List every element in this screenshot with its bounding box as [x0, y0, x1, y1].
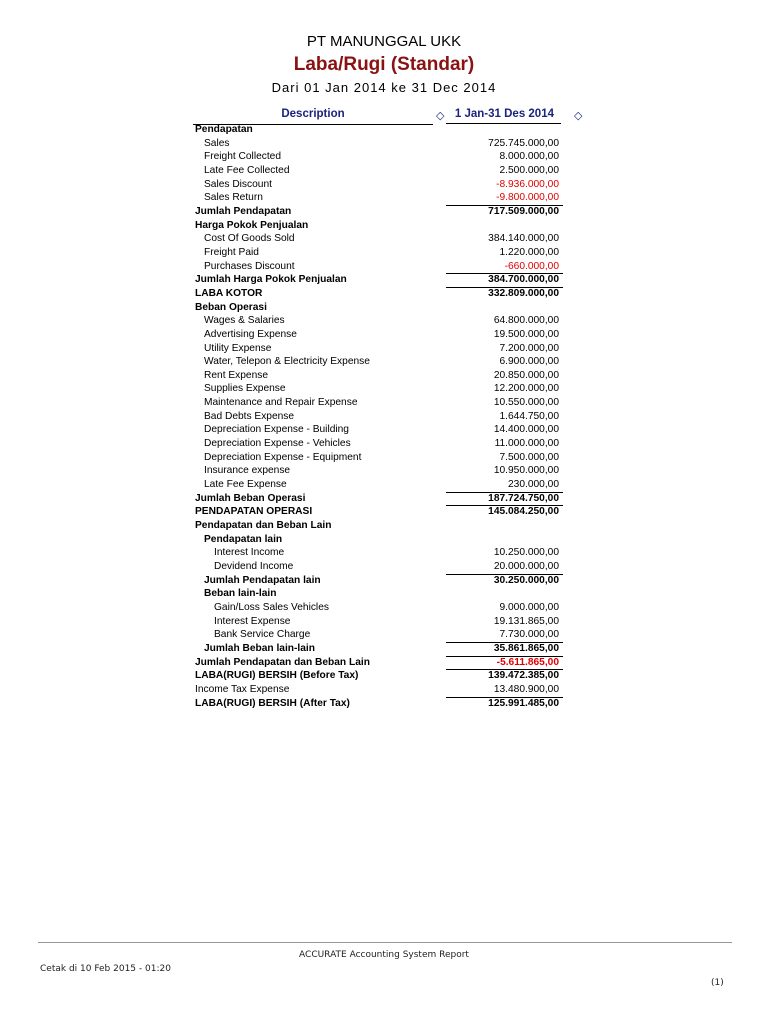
row-label: Jumlah Pendapatan lain [204, 574, 321, 586]
table-row [193, 178, 563, 192]
table-row [193, 437, 563, 451]
table-row [193, 478, 563, 492]
row-label: Depreciation Expense - Vehicles [204, 438, 351, 450]
table-row [193, 232, 563, 246]
table-row [193, 683, 563, 697]
row-label: Harga Pokok Penjualan [195, 219, 309, 231]
table-row [193, 301, 563, 315]
company-name: PT MANUNGGAL UKK [306, 33, 462, 50]
table-row [193, 369, 563, 383]
row-value: 2.500.000,00 [499, 164, 559, 176]
table-row [193, 492, 563, 506]
table-row [193, 260, 563, 274]
table-row [193, 669, 563, 683]
row-value: 384.700.000,00 [488, 274, 559, 286]
row-label: Devidend Income [214, 561, 294, 572]
row-label: Utility Expense [204, 342, 272, 354]
page-number: (1) [711, 978, 724, 988]
row-value: 35.861.865,00 [493, 642, 559, 654]
row-value: 20.000.000,00 [493, 561, 559, 572]
row-value: 14.400.000,00 [493, 424, 559, 436]
row-label: Insurance expense [204, 465, 291, 477]
income-statement-table [193, 123, 563, 710]
report-title: Laba/Rugi (Standar) [293, 54, 475, 75]
row-label: Freight Paid [204, 246, 259, 258]
table-row [193, 505, 563, 519]
row-label: PENDAPATAN OPERASI [195, 506, 313, 518]
table-row [193, 382, 563, 396]
row-value: 30.250.000,00 [493, 574, 559, 586]
table-row [193, 451, 563, 465]
row-label: LABA(RUGI) BERSIH (Before Tax) [195, 670, 359, 682]
table-row [193, 287, 563, 301]
row-value: -8.936.000,00 [496, 178, 559, 190]
row-label: Depreciation Expense - Building [204, 424, 349, 436]
table-row [193, 246, 563, 260]
table-row [193, 164, 563, 178]
table-row [193, 642, 563, 656]
row-value: 13.480.900,00 [493, 683, 559, 695]
row-value: 64.800.000,00 [493, 315, 559, 327]
table-row [193, 546, 563, 560]
row-label: Bank Service Charge [214, 629, 311, 641]
print-date: Cetak di 10 Feb 2015 - 01:20 [40, 964, 171, 974]
table-row [193, 615, 563, 629]
row-value: 12.200.000,00 [493, 383, 559, 395]
table-row [193, 697, 563, 711]
row-value: 230.000,00 [508, 479, 559, 491]
table-row [193, 123, 563, 137]
row-value: 332.809.000,00 [488, 287, 559, 299]
row-label: Advertising Expense [204, 328, 297, 340]
diamond-sort-icon[interactable]: ◇ [574, 110, 583, 122]
row-label: Gain/Loss Sales Vehicles [214, 601, 329, 613]
row-value: 145.084.250,00 [488, 506, 559, 518]
row-label: Beban lain-lain [204, 588, 277, 600]
table-row [193, 628, 563, 642]
row-label: Depreciation Expense - Equipment [204, 451, 362, 463]
period-column-header[interactable]: 1 Jan-31 Des 2014 [446, 108, 561, 124]
row-value: 20.850.000,00 [493, 369, 559, 381]
row-label: Jumlah Harga Pokok Penjualan [195, 274, 347, 286]
table-row [193, 656, 563, 670]
row-label: Bad Debts Expense [204, 410, 295, 422]
table-row [193, 560, 563, 574]
row-label: Jumlah Pendapatan [195, 205, 292, 217]
row-value: 10.950.000,00 [493, 465, 559, 477]
row-label: Sales Discount [204, 178, 272, 190]
row-value: 139.472.385,00 [488, 670, 559, 682]
row-value: 187.724.750,00 [488, 492, 559, 504]
row-value: -5.611.865,00 [496, 656, 559, 668]
table-row [193, 137, 563, 151]
row-value: 7.730.000,00 [499, 629, 559, 641]
row-value: -660.000,00 [504, 260, 559, 272]
row-label: Jumlah Beban Operasi [195, 492, 306, 504]
row-value: 9.000.000,00 [499, 601, 559, 613]
row-label: LABA KOTOR [195, 287, 263, 299]
description-column-header[interactable]: Description [193, 108, 433, 125]
row-label: Pendapatan [195, 124, 253, 135]
table-row [193, 423, 563, 437]
table-row [193, 205, 563, 219]
row-value: 19.131.865,00 [493, 615, 559, 627]
table-row [193, 587, 563, 601]
row-value: 1.220.000,00 [499, 246, 559, 258]
row-label: LABA(RUGI) BERSIH (After Tax) [195, 697, 350, 709]
row-value: 725.745.000,00 [488, 137, 559, 149]
row-label: Supplies Expense [204, 383, 286, 395]
row-label: Water, Telepon & Electricity Expense [204, 356, 370, 368]
table-row [193, 191, 563, 205]
row-value: 7.200.000,00 [499, 342, 559, 354]
table-row [193, 150, 563, 164]
table-row [193, 574, 563, 588]
row-label: Freight Collected [204, 151, 282, 163]
row-label: Beban Operasi [195, 301, 267, 313]
row-value: 717.509.000,00 [488, 205, 559, 217]
row-label: Sales [204, 137, 230, 149]
row-value: 1.644.750,00 [499, 410, 559, 422]
row-value: 10.550.000,00 [493, 397, 559, 409]
row-value: 6.900.000,00 [499, 356, 559, 368]
row-value: 384.140.000,00 [488, 233, 559, 245]
row-label: Rent Expense [204, 369, 268, 381]
row-label: Purchases Discount [204, 260, 295, 272]
row-label: Pendapatan lain [204, 533, 283, 545]
row-label: Jumlah Beban lain-lain [204, 642, 315, 654]
table-row [193, 601, 563, 615]
table-row [193, 464, 563, 478]
row-label: Late Fee Expense [204, 479, 287, 491]
table-row [193, 273, 563, 287]
table-row [193, 355, 563, 369]
row-label: Wages & Salaries [204, 315, 285, 327]
row-label: Pendapatan dan Beban Lain [195, 520, 332, 532]
row-label: Interest Income [214, 547, 285, 559]
row-value: 19.500.000,00 [493, 328, 559, 340]
footer-system-name: ACCURATE Accounting System Report [299, 950, 469, 960]
row-value: 11.000.000,00 [494, 438, 559, 450]
table-row [193, 219, 563, 233]
row-label: Cost Of Goods Sold [204, 233, 295, 245]
row-label: Late Fee Collected [204, 164, 290, 176]
table-row [193, 342, 563, 356]
row-label: Interest Expense [214, 615, 291, 627]
row-label: Sales Return [204, 192, 263, 204]
table-row [193, 314, 563, 328]
report-period: Dari 01 Jan 2014 ke 31 Dec 2014 [271, 80, 497, 95]
footer-divider [38, 942, 732, 943]
row-value: 7.500.000,00 [499, 451, 559, 463]
table-row [193, 328, 563, 342]
table-row [193, 533, 563, 547]
row-label: Jumlah Pendapatan dan Beban Lain [195, 656, 370, 668]
row-label: Maintenance and Repair Expense [204, 397, 358, 409]
table-row [193, 410, 563, 424]
diamond-sort-icon[interactable]: ◇ [436, 110, 445, 122]
row-label: Income Tax Expense [195, 683, 290, 695]
table-row [193, 519, 563, 533]
row-value: 125.991.485,00 [488, 697, 559, 709]
row-value: -9.800.000,00 [496, 192, 559, 204]
row-value: 8.000.000,00 [499, 151, 559, 163]
row-value: 10.250.000,00 [493, 547, 559, 559]
table-row [193, 396, 563, 410]
